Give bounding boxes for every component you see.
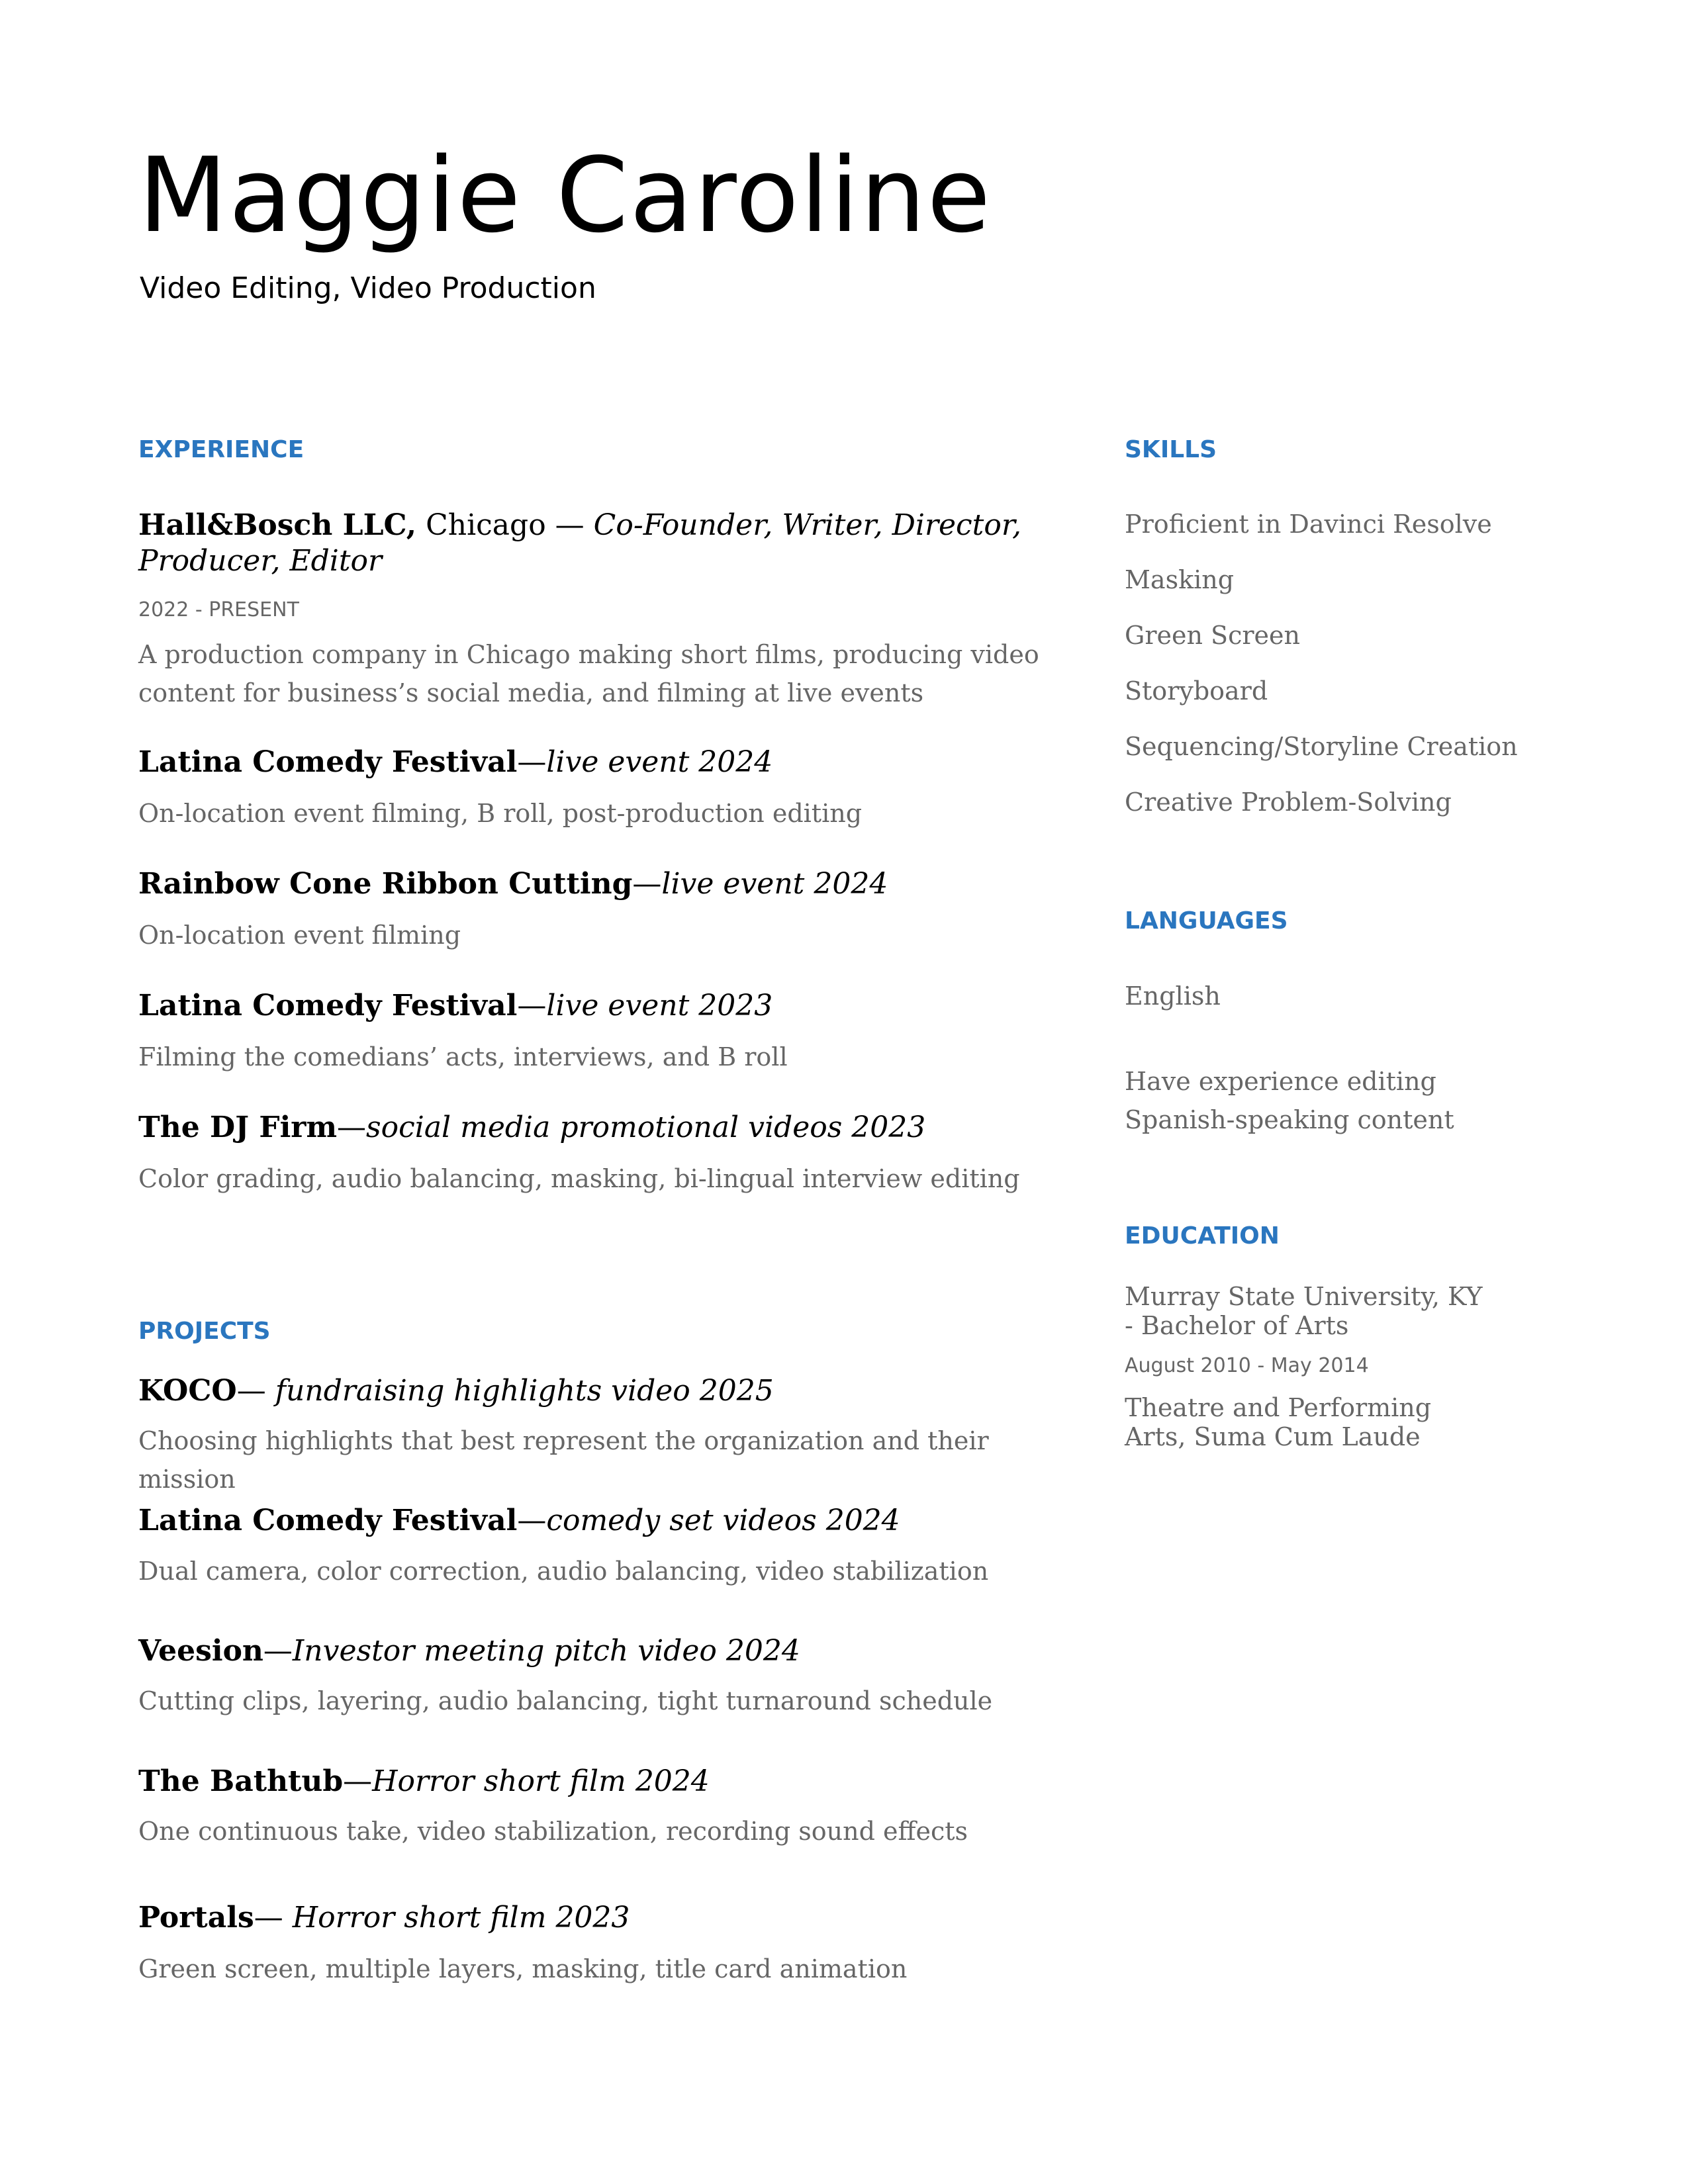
project-org: Latina Comedy Festival <box>138 1504 518 1537</box>
education-major: Theatre and Performing Arts, Suma Cum Laude <box>1125 1393 1432 1451</box>
project-separator: — <box>254 1901 293 1934</box>
project-title <box>138 1633 1025 1669</box>
experience-role: live event 2023 <box>546 989 773 1023</box>
experience-title <box>138 745 1025 780</box>
experience-title <box>138 866 1025 902</box>
experience-dates: 2022 - PRESENT <box>138 598 299 621</box>
experience-title <box>138 508 1025 579</box>
experience-heading: EXPERIENCE <box>138 436 305 463</box>
project-description: Choosing highlights that best represent the organization and their mission <box>138 1426 989 1494</box>
experience-description: A production company in Chicago making short films, producing video content for business’s social media, and filming at live events <box>138 640 1039 707</box>
experience-role: social media promotional videos 2023 <box>366 1111 926 1144</box>
experience-title <box>138 988 1025 1024</box>
project-separator: — <box>517 1504 547 1537</box>
project-separator: — <box>263 1634 293 1668</box>
skill-item: Storyboard <box>1125 676 1268 705</box>
project-separator: — <box>236 1374 275 1408</box>
experience-role: live event 2024 <box>546 745 773 779</box>
project-separator: — <box>343 1764 373 1798</box>
experience-description: On-location event filming <box>138 921 461 950</box>
project-role: Investor meeting pitch video 2024 <box>292 1634 800 1668</box>
project-title <box>138 1503 1025 1539</box>
project-description: Dual camera, color correction, audio balancing, video stabilization <box>138 1557 989 1586</box>
skill-item: Proficient in Davinci Resolve <box>1125 510 1492 539</box>
skill-item: Creative Problem-Solving <box>1125 788 1452 817</box>
experience-description: On-location event filming, B roll, post-production editing <box>138 799 863 828</box>
experience-separator: — <box>517 745 547 779</box>
project-title <box>138 1764 1025 1799</box>
skills-heading: SKILLS <box>1125 436 1217 463</box>
project-org: Veesion <box>138 1634 263 1668</box>
project-org: The Bathtub <box>138 1764 344 1798</box>
experience-org: The DJ Firm <box>138 1111 338 1144</box>
experience-description: Filming the comedians’ acts, interviews, and B roll <box>138 1042 788 1071</box>
skill-item: Masking <box>1125 565 1235 594</box>
skill-item: Green Screen <box>1125 621 1300 650</box>
projects-heading: PROJECTS <box>138 1318 271 1345</box>
education-school: Murray State University, KY - Bachelor of Arts <box>1125 1282 1483 1340</box>
project-title <box>138 1373 1025 1409</box>
project-role: fundraising highlights video 2025 <box>275 1374 774 1408</box>
experience-description: Color grading, audio balancing, masking, bi-lingual interview editing <box>138 1164 1020 1193</box>
education-dates: August 2010 - May 2014 <box>1125 1354 1369 1377</box>
language-item: English <box>1125 981 1221 1011</box>
experience-title <box>138 1110 1025 1146</box>
education-heading: EDUCATION <box>1125 1222 1280 1250</box>
experience-org: Latina Comedy Festival <box>138 745 518 779</box>
skill-item: Sequencing/Storyline Creation <box>1125 732 1518 761</box>
resume-name: Maggie Caroline <box>138 135 992 255</box>
project-role: comedy set videos 2024 <box>546 1504 900 1537</box>
experience-separator: — <box>337 1111 367 1144</box>
experience-location: Chicago — <box>416 508 594 542</box>
project-description: Green screen, multiple layers, masking, title card animation <box>138 1954 908 1983</box>
experience-org: Hall&Bosch LLC, <box>138 508 417 542</box>
language-note: Have experience editing Spanish-speaking content <box>1125 1067 1454 1134</box>
project-org: Portals <box>138 1901 254 1934</box>
languages-heading: LANGUAGES <box>1125 907 1288 934</box>
project-role: Horror short film 2023 <box>292 1901 630 1934</box>
project-description: One continuous take, video stabilization, recording sound effects <box>138 1817 968 1846</box>
experience-role: Co-Founder, Writer, Director, Producer, Editor <box>138 508 1022 578</box>
project-org: KOCO <box>138 1374 237 1408</box>
experience-separator: — <box>632 867 662 901</box>
experience-org: Rainbow Cone Ribbon Cutting <box>138 867 633 901</box>
experience-role: live event 2024 <box>661 867 888 901</box>
experience-org: Latina Comedy Festival <box>138 989 518 1023</box>
project-role: Horror short film 2024 <box>372 1764 710 1798</box>
project-title <box>138 1900 1025 1936</box>
resume-subtitle: Video Editing, Video Production <box>140 271 596 305</box>
experience-separator: — <box>517 989 547 1023</box>
project-description: Cutting clips, layering, audio balancing, tight turnaround schedule <box>138 1686 993 1715</box>
